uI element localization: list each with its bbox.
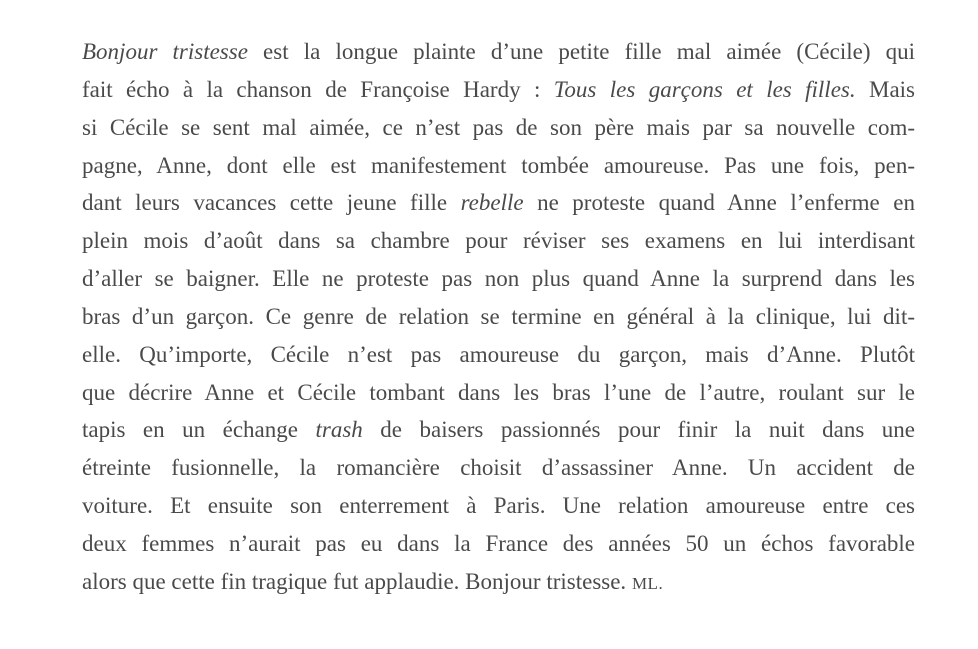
- text-line: [82, 449, 915, 487]
- text-run: dant leurs vacances cette jeune fille: [82, 190, 461, 216]
- text-line: [82, 487, 915, 525]
- text-line: [82, 336, 915, 374]
- article-paragraph: [82, 33, 915, 601]
- italic-text: Tous les garçons et les filles.: [553, 76, 856, 102]
- text-run: Mais: [855, 76, 915, 102]
- italic-text: rebelle: [460, 190, 524, 216]
- text-line: [82, 71, 915, 109]
- text-line: [82, 374, 915, 412]
- text-line: [82, 222, 915, 260]
- text-line: [82, 525, 915, 563]
- text-line: [82, 298, 915, 336]
- text-run: fait écho à la chanson de Françoise Hardy :: [82, 76, 554, 102]
- text-run: tapis en un échange: [82, 417, 316, 443]
- text-run: d’aller se baigner. Elle ne proteste pas non plus quand Anne la surprend dans les: [82, 266, 915, 292]
- text-run: alors que cette fin tragique fut applaudie. Bonjour tristesse.: [82, 568, 632, 594]
- text-run: pagne, Anne, dont elle est manifestement tombée amoureuse. Pas une fois, pen-: [82, 152, 915, 178]
- text-run: si Cécile se sent mal aimée, ce n’est pas de son père mais par sa nouvelle com-: [82, 114, 915, 140]
- text-line: [82, 563, 915, 601]
- text-run: bras d’un garçon. Ce genre de relation se termine en général à la clinique, lui dit-: [82, 303, 915, 329]
- text-line: [82, 33, 915, 71]
- text-run: voiture. Et ensuite son enterrement à Paris. Une relation amoureuse entre ces: [82, 493, 915, 519]
- author-initials: ML.: [631, 573, 664, 593]
- text-line: [82, 411, 915, 449]
- text-line: [82, 184, 915, 222]
- text-run: deux femmes n’aurait pas eu dans la France des années 50 un échos favorable: [82, 530, 915, 556]
- text-run: que décrire Anne et Cécile tombant dans les bras l’une de l’autre, roulant sur le: [82, 379, 915, 405]
- italic-text: Bonjour tristesse: [82, 39, 248, 64]
- text-run: elle. Qu’importe, Cécile n’est pas amoureuse du garçon, mais d’Anne. Plutôt: [82, 341, 915, 367]
- text-run: étreinte fusionnelle, la romancière choisit d’assassiner Anne. Un accident de: [82, 455, 915, 481]
- text-line: [82, 147, 915, 185]
- text-run: ne proteste quand Anne l’enferme en: [523, 190, 915, 216]
- italic-text: trash: [315, 417, 363, 443]
- text-run: est la longue plainte d’une petite fille mal aimée (Cécile) qui: [247, 39, 915, 64]
- text-line: [82, 109, 915, 147]
- text-run: de baisers passionnés pour finir la nuit dans une: [362, 417, 915, 443]
- text-run: plein mois d’août dans sa chambre pour réviser ses examens en lui interdisant: [82, 228, 915, 254]
- text-line: [82, 260, 915, 298]
